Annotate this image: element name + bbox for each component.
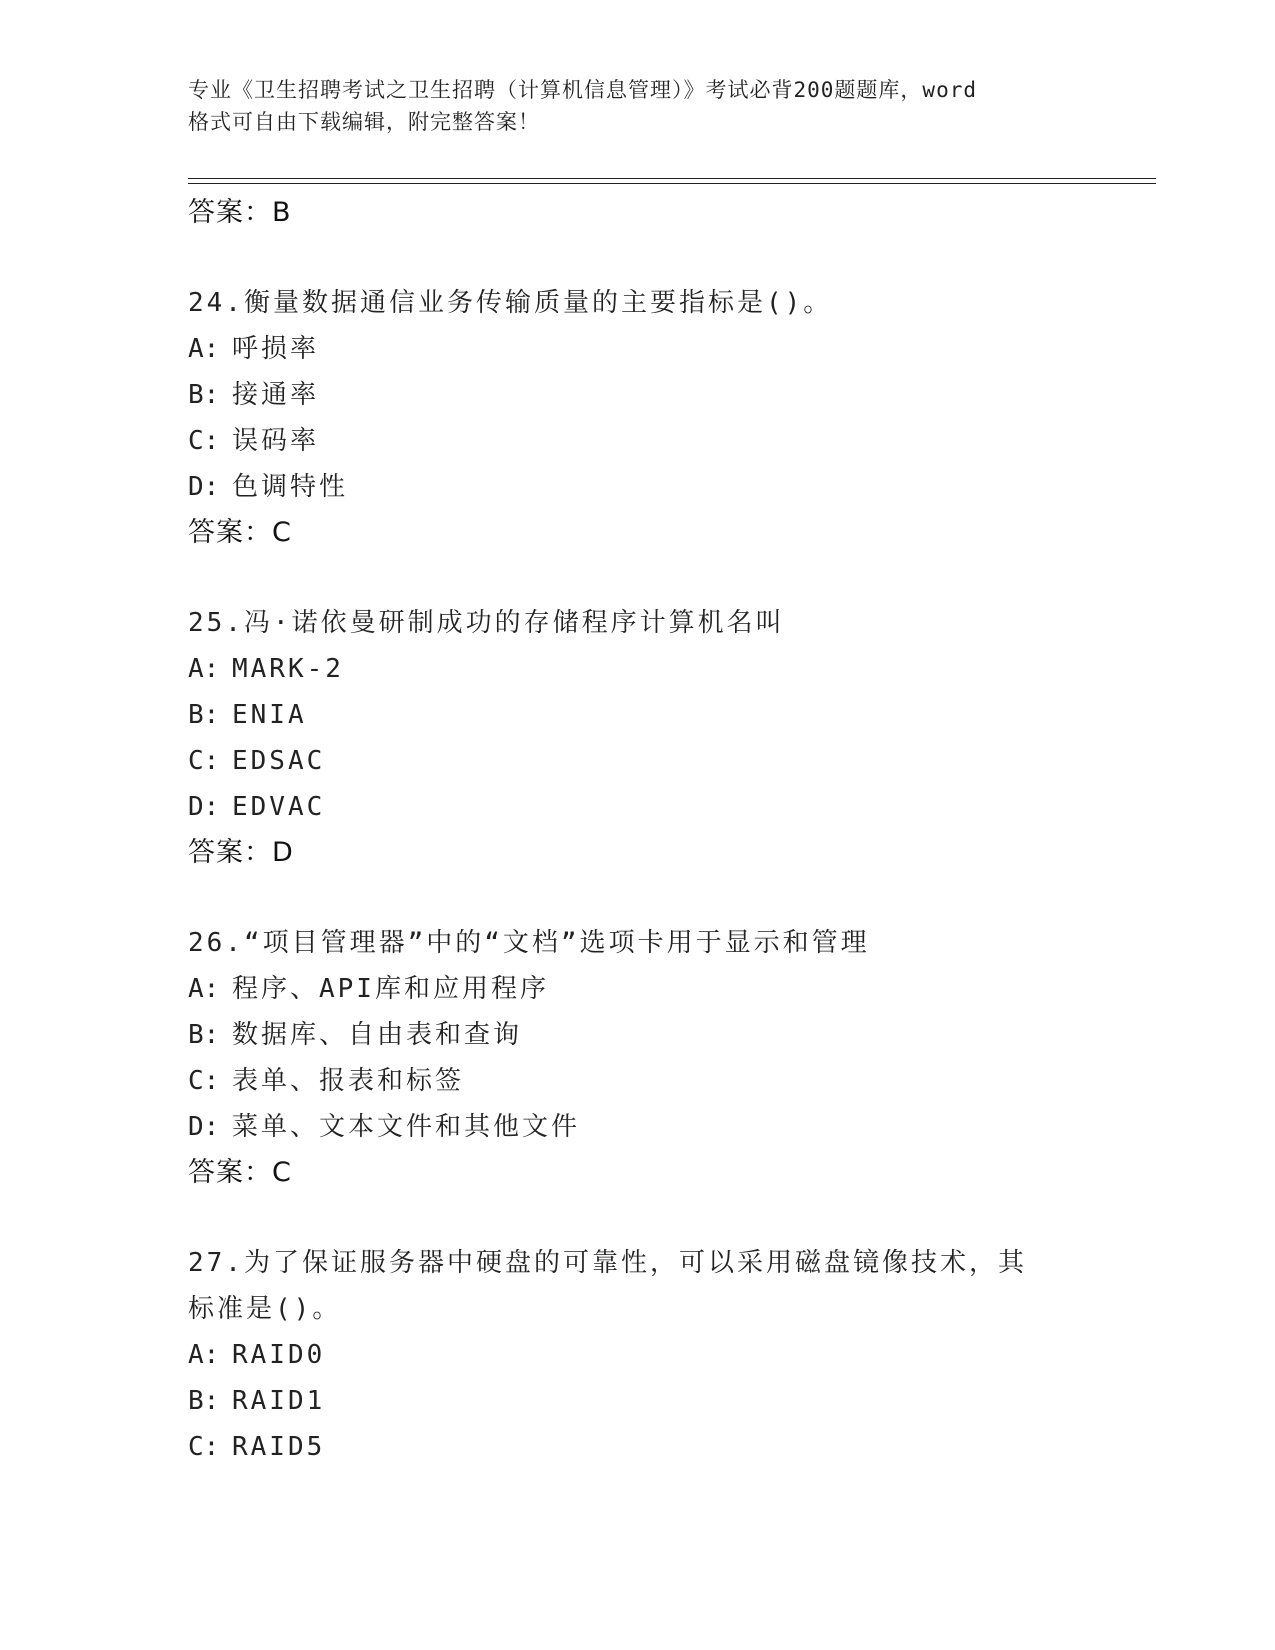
- option-text: 呼损率: [232, 334, 320, 364]
- question-27: [188, 1240, 1088, 1470]
- option-letter: A:: [188, 974, 220, 1004]
- option-a: [188, 326, 1088, 372]
- answer: 答案：C: [188, 1157, 292, 1188]
- question-text: 25.冯·诺依曼研制成功的存储程序计算机名叫: [188, 608, 785, 638]
- option-text: 菜单、文本文件和其他文件: [232, 1112, 581, 1142]
- option-b: [188, 1378, 1088, 1424]
- option-b: [188, 692, 1088, 738]
- question-24: [188, 280, 1088, 556]
- option-letter: B:: [188, 700, 220, 730]
- document-header: [188, 74, 1088, 138]
- option-text: RAID1: [232, 1386, 326, 1416]
- option-a: [188, 646, 1088, 692]
- option-letter: D:: [188, 792, 220, 822]
- option-c: [188, 1058, 1088, 1104]
- option-d: [188, 784, 1088, 830]
- option-letter: A:: [188, 1340, 220, 1370]
- option-a: [188, 1332, 1088, 1378]
- option-text: RAID5: [232, 1432, 326, 1462]
- option-letter: B:: [188, 1020, 220, 1050]
- option-text: EDVAC: [232, 792, 326, 822]
- option-letter: C:: [188, 1066, 220, 1096]
- answer: 答案：C: [188, 517, 292, 548]
- question-25: [188, 600, 1088, 876]
- option-letter: C:: [188, 746, 220, 776]
- option-letter: D:: [188, 1112, 220, 1142]
- header-line-1: 专业《卫生招聘考试之卫生招聘（计算机信息管理）》考试必背200题题库，word: [188, 78, 977, 102]
- option-text: 程序、API库和应用程序: [232, 974, 549, 1004]
- option-text: 表单、报表和标签: [232, 1066, 465, 1096]
- question-26: [188, 920, 1088, 1196]
- option-c: [188, 1424, 1088, 1470]
- option-text: RAID0: [232, 1340, 326, 1370]
- option-letter: A:: [188, 654, 220, 684]
- header-rule-bottom: [188, 183, 1156, 184]
- question-text: 27.为了保证服务器中硬盘的可靠性，可以采用磁盘镜像技术，其标准是()。: [188, 1248, 1027, 1324]
- previous-answer: 答案：B: [188, 197, 292, 228]
- header-rule-top: [188, 178, 1156, 179]
- option-letter: D:: [188, 472, 220, 502]
- option-d: [188, 464, 1088, 510]
- option-text: ENIA: [232, 700, 307, 730]
- option-text: 色调特性: [232, 472, 349, 502]
- option-text: 数据库、自由表和查询: [232, 1020, 523, 1050]
- option-letter: C:: [188, 1432, 220, 1462]
- option-a: [188, 966, 1088, 1012]
- option-c: [188, 418, 1088, 464]
- question-text: 26.“项目管理器”中的“文档”选项卡用于显示和管理: [188, 928, 870, 958]
- answer: 答案：D: [188, 837, 294, 868]
- option-b: [188, 1012, 1088, 1058]
- question-list: [188, 190, 1088, 1470]
- option-c: [188, 738, 1088, 784]
- option-letter: B:: [188, 1386, 220, 1416]
- header-line-2: 格式可自由下载编辑，附完整答案！: [188, 110, 540, 134]
- option-letter: B:: [188, 380, 220, 410]
- option-letter: A:: [188, 334, 220, 364]
- option-text: MARK-2: [232, 654, 344, 684]
- option-text: EDSAC: [232, 746, 326, 776]
- option-text: 接通率: [232, 380, 320, 410]
- option-d: [188, 1104, 1088, 1150]
- option-letter: C:: [188, 426, 220, 456]
- question-text: 24.衡量数据通信业务传输质量的主要指标是()。: [188, 288, 833, 318]
- option-text: 误码率: [232, 426, 320, 456]
- option-b: [188, 372, 1088, 418]
